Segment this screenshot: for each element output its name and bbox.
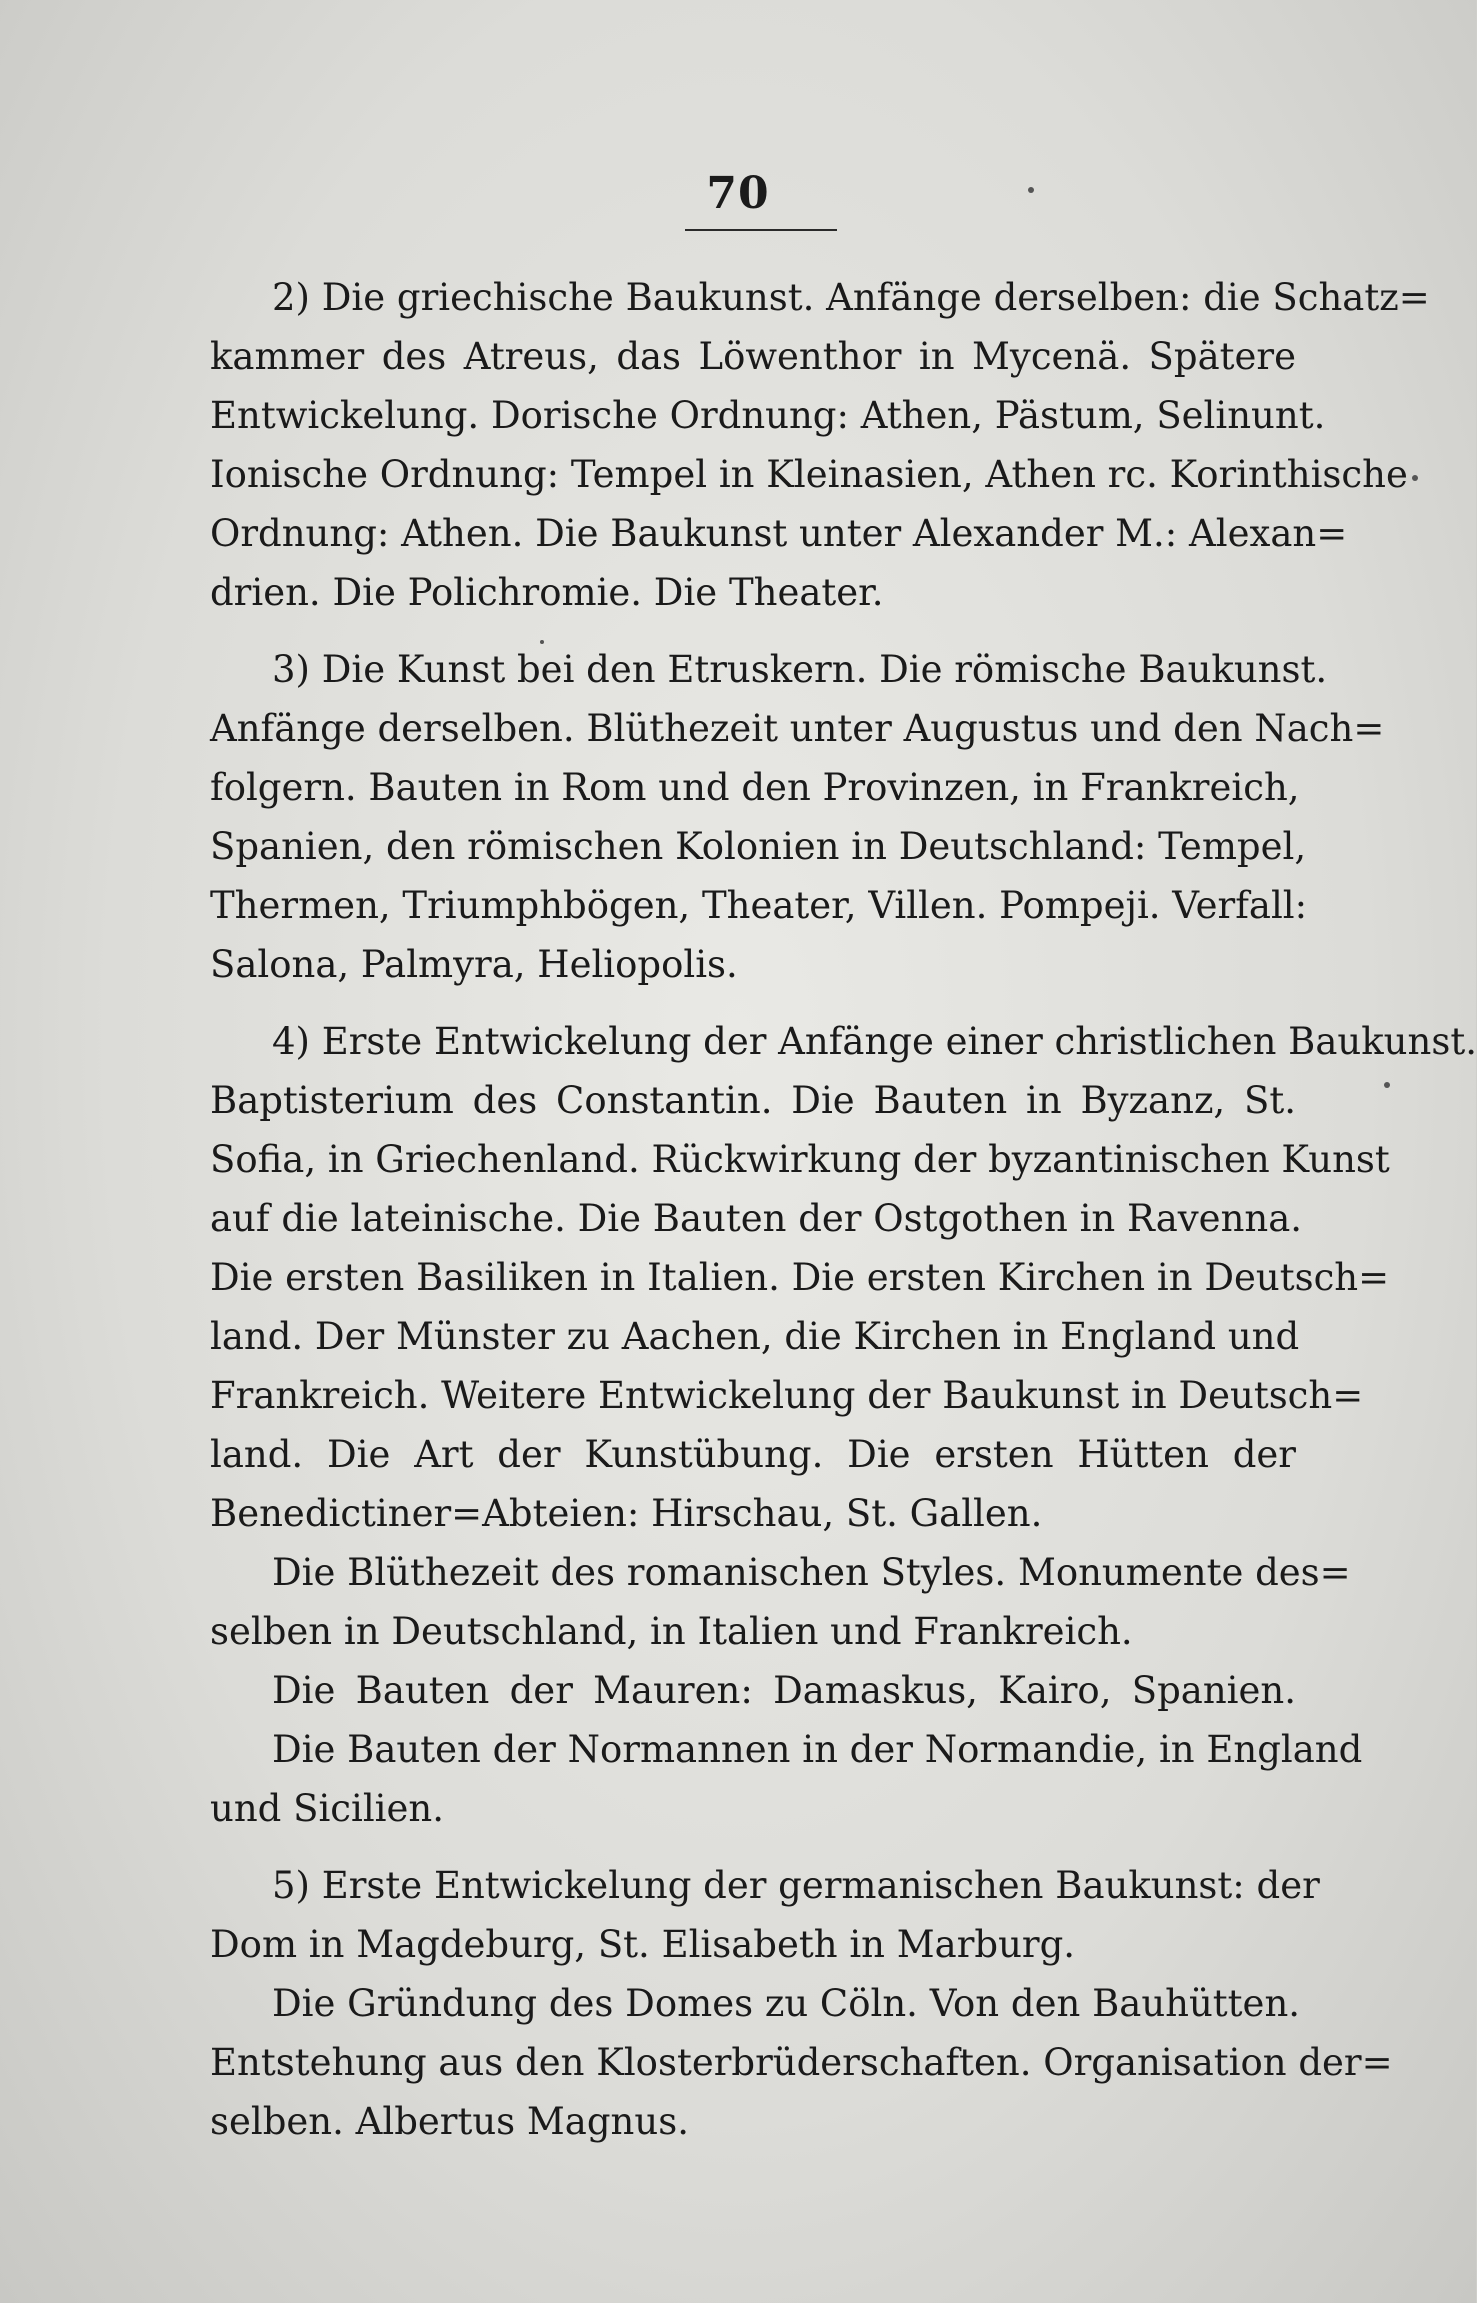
text-line: auf die lateinische. Die Bauten der Ostgothen in Ravenna. xyxy=(210,1197,1303,1240)
text-line: 4) Erste Entwickelung der Anfänge einer christlichen Baukunst. xyxy=(272,1020,1477,1063)
text-line: Entstehung aus den Klosterbrüderschaften. Organisation der= xyxy=(210,2041,1393,2084)
text-line: drien. Die Polichromie. Die Theater. xyxy=(210,571,884,614)
text-line: und Sicilien. xyxy=(210,1787,444,1830)
text-line: selben. Albertus Magnus. xyxy=(210,2100,689,2143)
dust-speck xyxy=(1384,1082,1390,1088)
text-line: selben in Deutschland, in Italien und Frankreich. xyxy=(210,1610,1133,1653)
text-line: land. Die Art der Kunstübung. Die ersten Hütten der xyxy=(210,1433,1296,1476)
paragraph-gap xyxy=(210,994,1296,1012)
paragraph-gap xyxy=(210,1838,1296,1856)
text-body xyxy=(210,268,1477,2151)
text-line: Die Bauten der Normannen in der Normandie, in England xyxy=(272,1728,1363,1771)
text-line: Ionische Ordnung: Tempel in Kleinasien, Athen rc. Korinthische xyxy=(210,453,1408,496)
text-line: Thermen, Triumphbögen, Theater, Villen. Pompeji. Verfall: xyxy=(210,884,1308,927)
text-line: Baptisterium des Constantin. Die Bauten in Byzanz, St. xyxy=(210,1079,1296,1122)
text-line: folgern. Bauten in Rom und den Provinzen, in Frankreich, xyxy=(210,766,1300,809)
text-line: 2) Die griechische Baukunst. Anfänge derselben: die Schatz= xyxy=(272,276,1430,319)
page-number-rule xyxy=(685,229,837,231)
text-line: Die Gründung des Domes zu Cöln. Von den Bauhütten. xyxy=(272,1982,1301,2025)
text-line: kammer des Atreus, das Löwenthor in Mycenä. Spätere xyxy=(210,335,1296,378)
text-line: Salona, Palmyra, Heliopolis. xyxy=(210,943,738,986)
text-line: 3) Die Kunst bei den Etruskern. Die römische Baukunst. xyxy=(272,648,1328,691)
dust-speck xyxy=(540,640,544,644)
text-line: Sofia, in Griechenland. Rückwirkung der byzantinischen Kunst xyxy=(210,1138,1390,1181)
text-line: Dom in Magdeburg, St. Elisabeth in Marburg. xyxy=(210,1923,1076,1966)
text-line: land. Der Münster zu Aachen, die Kirchen in England und xyxy=(210,1315,1300,1358)
text-line: 5) Erste Entwickelung der germanischen Baukunst: der xyxy=(272,1864,1320,1907)
text-line: Anfänge derselben. Blüthezeit unter Augustus und den Nach= xyxy=(210,707,1385,750)
text-line: Benedictiner=Abteien: Hirschau, St. Gallen. xyxy=(210,1492,1043,1535)
text-line: Ordnung: Athen. Die Baukunst unter Alexander M.: Alexan= xyxy=(210,512,1348,555)
dust-speck xyxy=(1412,475,1418,481)
text-line: Die Blüthezeit des romanischen Styles. Monumente des= xyxy=(272,1551,1351,1594)
paragraph-gap xyxy=(210,622,1296,640)
text-line: Frankreich. Weitere Entwickelung der Baukunst in Deutsch= xyxy=(210,1374,1364,1417)
dust-speck xyxy=(1028,187,1034,193)
text-line: Die Bauten der Mauren: Damaskus, Kairo, Spanien. xyxy=(272,1669,1296,1712)
text-line: Die ersten Basiliken in Italien. Die ersten Kirchen in Deutsch= xyxy=(210,1256,1390,1299)
text-line: Entwickelung. Dorische Ordnung: Athen, Pästum, Selinunt. xyxy=(210,394,1326,437)
text-line: Spanien, den römischen Kolonien in Deutschland: Tempel, xyxy=(210,825,1307,868)
page-number: 70 xyxy=(706,168,770,219)
